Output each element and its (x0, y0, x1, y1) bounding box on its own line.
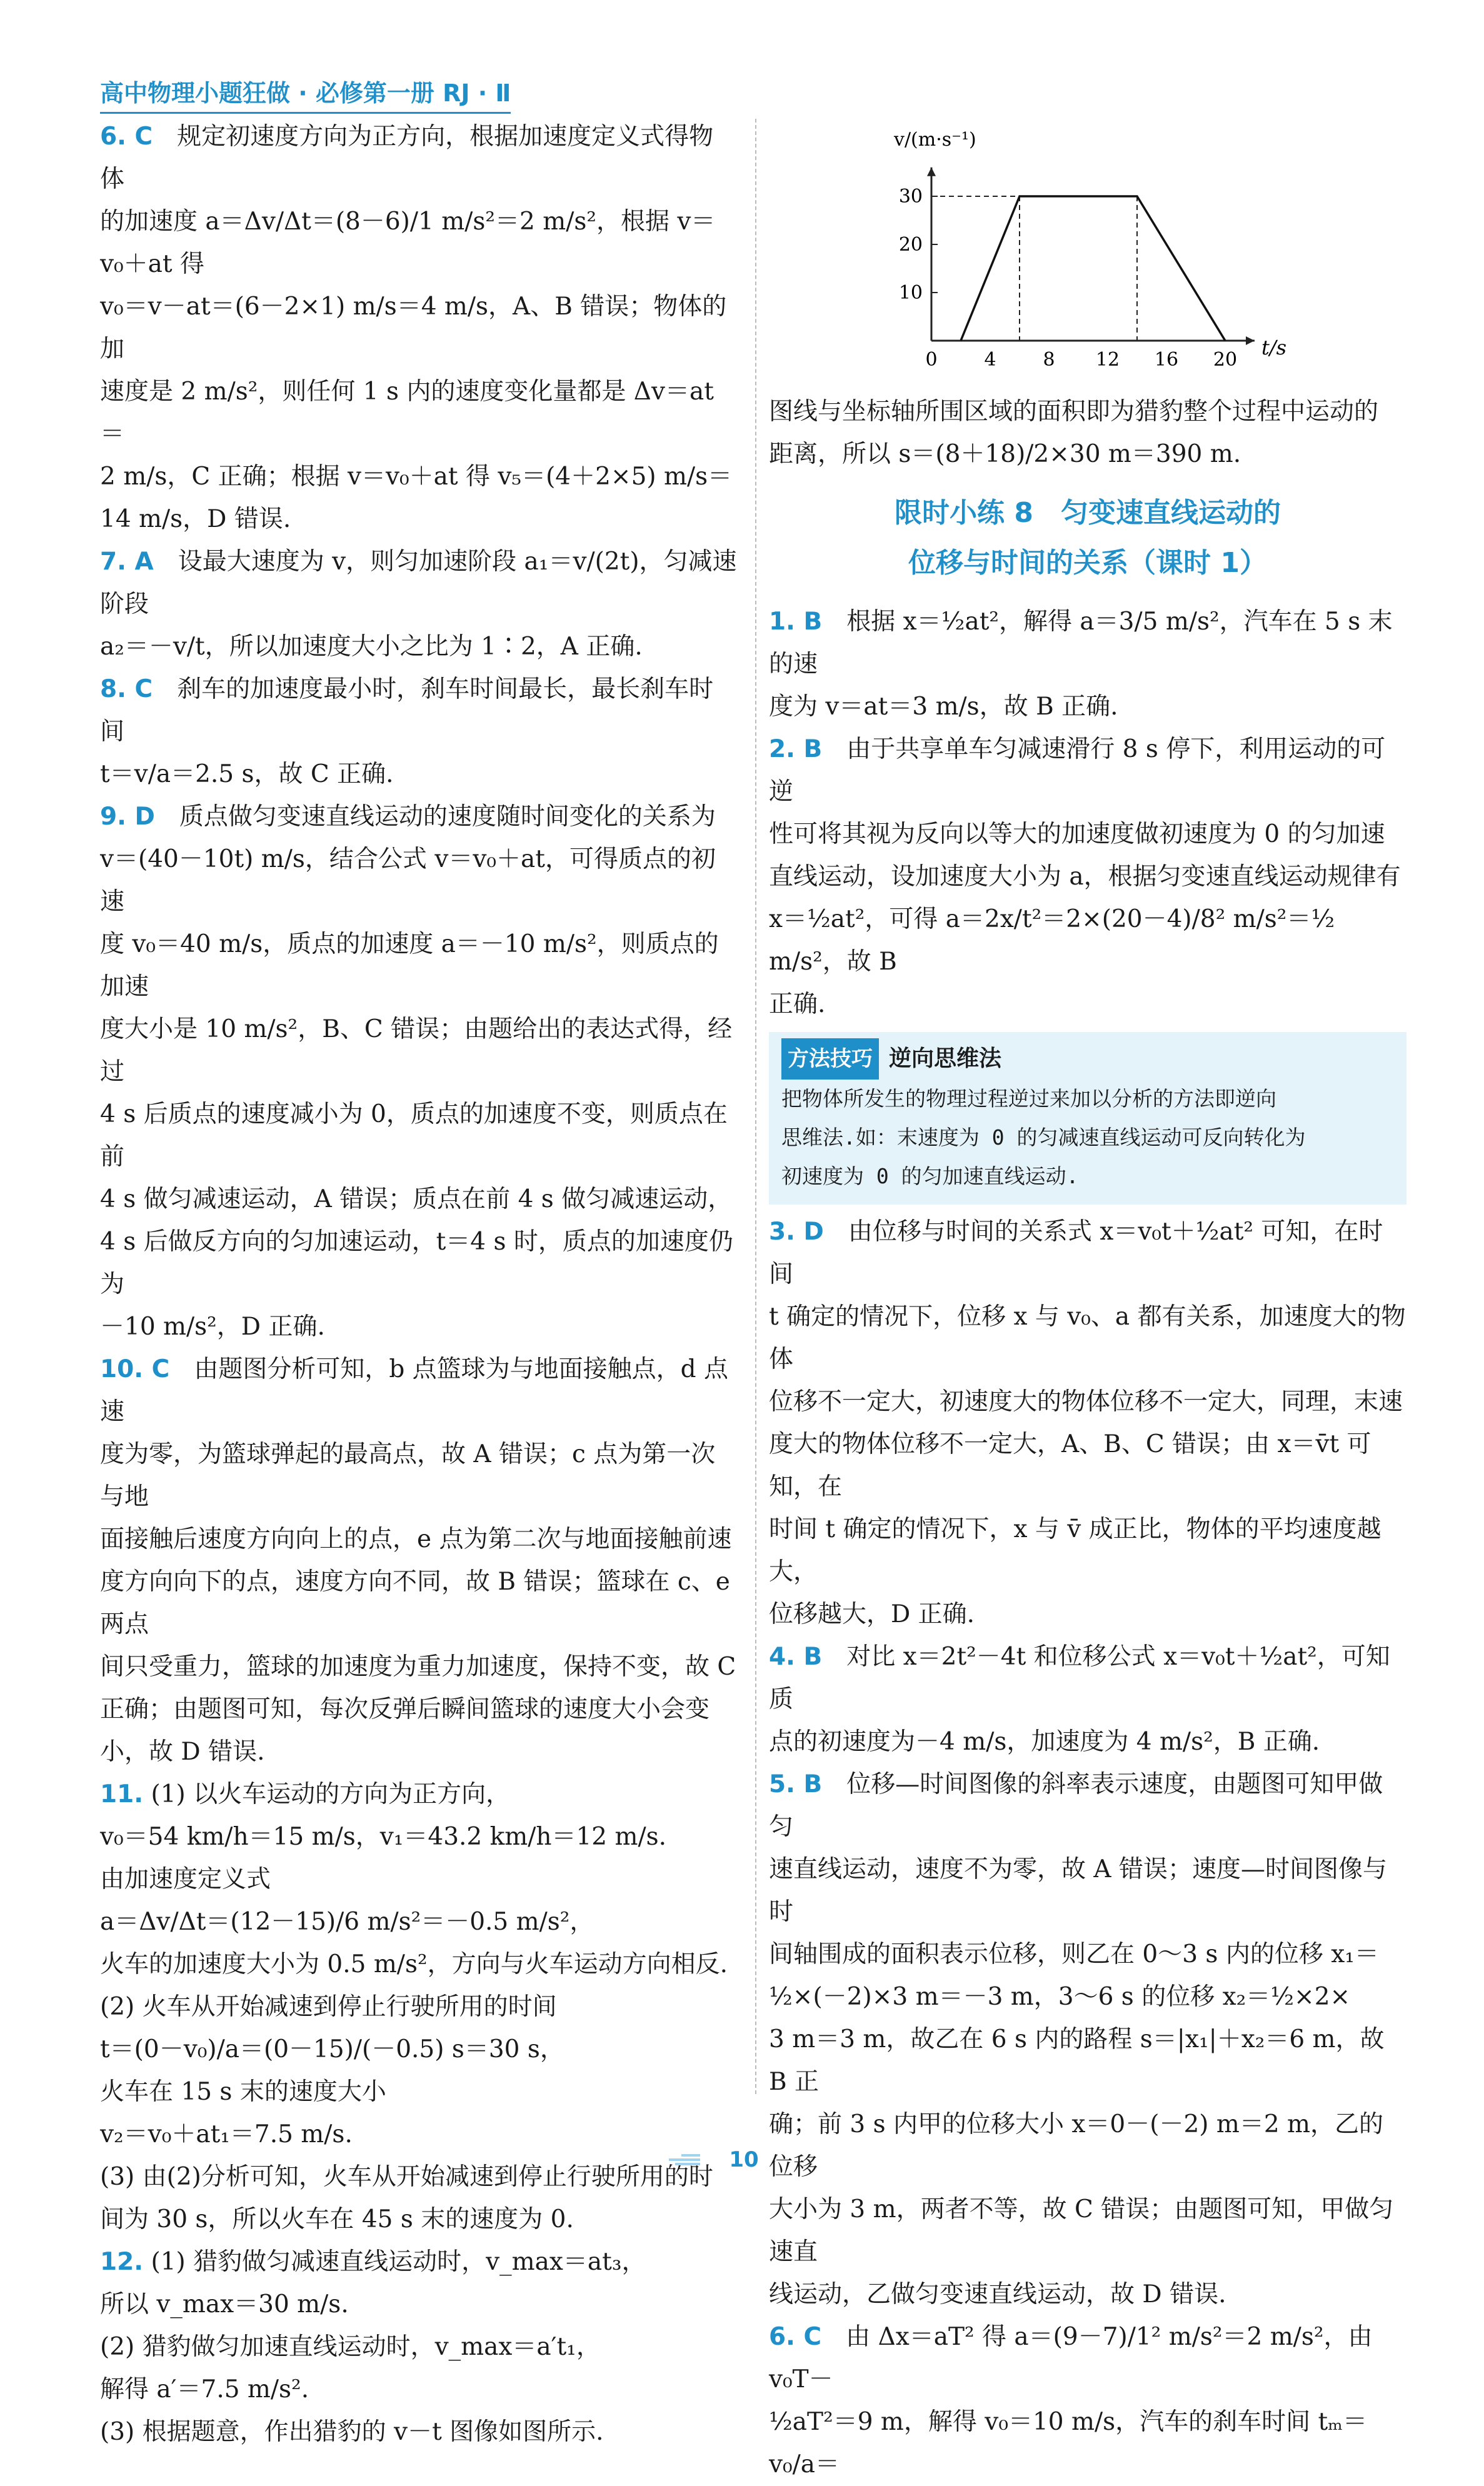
answer-line: 4 s 后做反方向的匀加速运动，t＝4 s 时，质点的加速度仍为 (100, 1221, 738, 1306)
answer-line: a＝Δv/Δt＝(12－15)/6 m/s²＝－0.5 m/s²， (100, 1901, 738, 1943)
right-column (769, 116, 1406, 2486)
answer-line: 度为 v＝at＝3 m/s，故 B 正确. (769, 686, 1406, 728)
chart-caption-line: 图线与坐标轴所围区域的面积即为猎豹整个过程中运动的 (769, 391, 1406, 433)
answer-line: 火车在 15 s 末的速度大小 (100, 2071, 738, 2113)
answer-line: v₀＝54 km/h＝15 m/s，v₁＝43.2 km/h＝12 m/s. (100, 1816, 738, 1858)
answer-line: 14 m/s，D 错误. (100, 498, 738, 541)
answer-number: 11. (100, 1780, 143, 1808)
answer-line: a₂＝－v/t，所以加速度大小之比为 1∶2，A 正确. (100, 626, 738, 668)
method-tip-box (769, 1032, 1406, 1205)
answer-line: 正确. (769, 983, 1406, 1026)
tip-title: 逆向思维法 (889, 1040, 1001, 1078)
answer-number: 6. C (769, 2323, 821, 2351)
answer-line: 火车的加速度大小为 0.5 m/s²，方向与火车运动方向相反. (100, 1943, 738, 1986)
x-tick-label: 16 (1155, 349, 1178, 371)
left-column (100, 116, 738, 2453)
answer-line: 的加速度 a＝Δv/Δt＝(8－6)/1 m/s²＝2 m/s²，根据 v＝v₀＋at 得 (100, 201, 738, 286)
x-tick-label: 0 (925, 349, 937, 371)
answer-3-right (769, 1211, 1406, 1636)
tip-line: 把物体所发生的物理过程逆过来加以分析的方法即逆向 (781, 1080, 1394, 1118)
answer-number: 3. D (769, 1218, 824, 1246)
answer-line: 刹车的加速度最小时，刹车时间最长，最长刹车时间 (100, 675, 713, 746)
tip-line: 初速度为 0 的匀加速直线运动. (781, 1157, 1394, 1196)
running-header: 高中物理小题狂做 · 必修第一册 RJ · Ⅱ (100, 74, 511, 114)
answer-line: t＝v/a＝2.5 s，故 C 正确. (100, 753, 738, 796)
answer-8-left (100, 668, 738, 796)
x-tick-label: 4 (984, 349, 996, 371)
answer-line: 度 v₀＝40 m/s，质点的加速度 a＝－10 m/s²，则质点的加速 (100, 923, 738, 1008)
y-axis-label: v/(m·s⁻¹) (893, 129, 976, 151)
page-footer (706, 2144, 781, 2175)
tip-badge: 方法技巧 (781, 1038, 879, 1080)
answer-1-right (769, 601, 1406, 728)
answer-line: 速直线运动，速度不为零，故 A 错误；速度—时间图像与时 (769, 1848, 1406, 1933)
answer-line: 正确；由题图可知，每次反弹后瞬间篮球的速度大小会变 (100, 1688, 738, 1731)
answer-line: 2 m/s，C 正确；根据 v＝v₀＋at 得 v₅＝(4＋2×5) m/s＝ (100, 456, 738, 498)
answer-line: －10 m/s²，D 正确. (100, 1306, 738, 1348)
x-axis-label: t/s (1261, 336, 1286, 359)
vt-chart (769, 116, 1406, 391)
answer-line: 间只受重力，篮球的加速度为重力加速度，保持不变，故 C (100, 1646, 738, 1688)
answer-line: 对比 x＝2t²－4t 和位移公式 x＝v₀t＋½at²，可知质 (769, 1643, 1390, 1713)
answer-line: 解得 a′＝7.5 m/s². (100, 2368, 738, 2411)
y-tick-label: 10 (899, 282, 923, 304)
answer-number: 1. B (769, 608, 822, 636)
answer-line: ½aT²＝9 m，解得 v₀＝10 m/s，汽车的刹车时间 tₘ＝v₀/a＝ (769, 2401, 1406, 2486)
velocity-series-line (961, 196, 1225, 341)
column-divider (755, 119, 756, 2094)
answer-number: 7. A (100, 548, 154, 576)
chart-caption-line: 距离，所以 s＝(8＋18)/2×30 m＝390 m. (769, 433, 1406, 476)
answer-line: 由于共享单车匀减速滑行 8 s 停下，利用运动的可逆 (769, 735, 1385, 806)
answer-line: ½×(－2)×3 m＝－3 m，3～6 s 的位移 x₂＝½×2× (769, 1976, 1406, 2018)
answer-line: v＝(40－10t) m/s，结合公式 v＝v₀＋at，可得质点的初速 (100, 838, 738, 923)
answer-line: 设最大速度为 v，则匀加速阶段 a₁＝v/(2t)，匀减速阶段 (100, 548, 737, 618)
answer-line: x＝½at²，可得 a＝2x/t²＝2×(20－4)/8² m/s²＝½ m/s²，故 B (769, 898, 1406, 983)
answer-number: 5. B (769, 1770, 822, 1798)
answer-line: t＝(0－v₀)/a＝(0－15)/(－0.5) s＝30 s， (100, 2028, 738, 2071)
answer-4-right (769, 1636, 1406, 1763)
answer-number: 2. B (769, 735, 822, 763)
answer-line: v₂＝v₀＋at₁＝7.5 m/s. (100, 2113, 738, 2156)
answer-line: 度大小是 10 m/s²，B、C 错误；由题给出的表达式得，经过 (100, 1008, 738, 1093)
answer-line: 由题图分析可知，b 点篮球为与地面接触点，d 点速 (100, 1355, 728, 1426)
answer-9-left (100, 796, 738, 1348)
answer-line: 大小为 3 m，两者不等，故 C 错误；由题图可知，甲做匀速直 (769, 2188, 1406, 2273)
answer-line: 度为零，为篮球弹起的最高点，故 A 错误；c 点为第一次与地 (100, 1433, 738, 1518)
answer-line: 所以 v_max＝30 m/s. (100, 2283, 738, 2326)
answer-line: 直线运动，设加速度大小为 a，根据匀变速直线运动规律有 (769, 856, 1406, 898)
answer-line: 度方向向下的点，速度方向不同，故 B 错误；篮球在 c、e 两点 (100, 1561, 738, 1646)
answer-line: 4 s 后质点的速度减小为 0，质点的加速度不变，则质点在前 (100, 1093, 738, 1178)
x-tick-label: 12 (1096, 349, 1120, 371)
answer-line: (3) 由(2)分析可知，火车从开始减速到停止行驶所用的时 (100, 2156, 738, 2198)
answer-line: 间轴围成的面积表示位移，则乙在 0～3 s 内的位移 x₁＝ (769, 1933, 1406, 1976)
answer-number: 12. (100, 2248, 143, 2276)
y-axis-arrow-icon (927, 168, 936, 176)
answer-line: 确；前 3 s 内甲的位移大小 x＝0－(－2) m＝2 m，乙的位移 (769, 2103, 1406, 2188)
answer-line: 时间 t 确定的情况下，x 与 v̄ 成正比，物体的平均速度越大， (769, 1508, 1406, 1593)
answer-line: 由加速度定义式 (100, 1858, 738, 1901)
answer-line: (1) 猎豹做匀减速直线运动时，v_max＝at₃， (151, 2248, 646, 2276)
answer-line: 间为 30 s，所以火车在 45 s 末的速度为 0. (100, 2198, 738, 2241)
answer-line: 速度是 2 m/s²，则任何 1 s 内的速度变化量都是 Δv＝at＝ (100, 371, 738, 456)
vt-chart-svg (869, 116, 1319, 391)
answer-line: 小，故 D 错误. (100, 1731, 738, 1773)
tip-line: 思维法.如：末速度为 0 的匀减速直线运动可反向转化为 (781, 1118, 1394, 1157)
answer-line: 由 Δx＝aT² 得 a＝(9－7)/1² m/s²＝2 m/s²，由 v₀T－ (769, 2323, 1380, 2393)
answer-line: 点的初速度为－4 m/s，加速度为 4 m/s²，B 正确. (769, 1721, 1406, 1763)
x-tick-label: 8 (1043, 349, 1055, 371)
answer-line: 3 m＝3 m，故乙在 6 s 内的路程 s＝|x₁|＋x₂＝6 m，故 B 正 (769, 2018, 1406, 2103)
answer-2-right (769, 728, 1406, 1026)
answer-number: 9. D (100, 803, 155, 831)
answer-line: 线运动，乙做匀变速直线运动，故 D 错误. (769, 2273, 1406, 2316)
y-tick-label: 30 (899, 186, 923, 208)
answer-11-left (100, 1773, 738, 2241)
answer-line: 根据 x＝½at²，解得 a＝3/5 m/s²，汽车在 5 s 末的速 (769, 608, 1393, 678)
answer-line: (2) 猎豹做匀加速直线运动时，v_max＝a′t₁， (100, 2326, 738, 2368)
y-tick-label: 20 (899, 234, 923, 256)
section-subtitle: 位移与时间的关系（课时 1） (769, 538, 1406, 588)
answer-line: v₀＝v－at＝(6－2×1) m/s＝4 m/s，A、B 错误；物体的加 (100, 286, 738, 371)
answer-6-right (769, 2316, 1406, 2486)
answer-line: 度大的物体位移不一定大，A、B、C 错误；由 x＝v̄t 可知，在 (769, 1423, 1406, 1508)
answer-line: 面接触后速度方向向上的点，e 点为第二次与地面接触前速 (100, 1518, 738, 1561)
answer-line: 规定初速度方向为正方向，根据加速度定义式得物体 (100, 123, 713, 193)
x-tick-label: 20 (1213, 349, 1237, 371)
answer-line: (2) 火车从开始减速到停止行驶所用的时间 (100, 1986, 738, 2028)
answer-line: (1) 以火车运动的方向为正方向， (151, 1780, 511, 1808)
answer-number: 8. C (100, 675, 153, 703)
page-number: 10 (706, 2144, 781, 2175)
answer-line: 位移越大，D 正确. (769, 1593, 1406, 1636)
x-axis-arrow-icon (1246, 336, 1255, 345)
answer-line: 4 s 做匀减速运动，A 错误；质点在前 4 s 做匀减速运动， (100, 1178, 738, 1221)
answer-number: 4. B (769, 1643, 822, 1671)
answer-line: t 确定的情况下，位移 x 与 v₀、a 都有关系，加速度大的物体 (769, 1296, 1406, 1381)
answer-line: 质点做匀变速直线运动的速度随时间变化的关系为 (179, 803, 716, 831)
answer-12-left (100, 2241, 738, 2453)
answer-6-left (100, 116, 738, 541)
answer-line: (3) 根据题意，作出猎豹的 v－t 图像如图所示. (100, 2411, 738, 2453)
answer-line: 位移—时间图像的斜率表示速度，由题图可知甲做匀 (769, 1770, 1383, 1841)
answer-10-left (100, 1348, 738, 1773)
answer-5-right (769, 1763, 1406, 2316)
answer-number: 6. C (100, 123, 153, 151)
answer-line: 由位移与时间的关系式 x＝v₀t＋½at² 可知，在时间 (769, 1218, 1383, 1288)
answer-line: 性可将其视为反向以等大的加速度做初速度为 0 的匀加速 (769, 813, 1406, 856)
answer-7-left (100, 541, 738, 668)
answer-line: 位移不一定大，初速度大的物体位移不一定大，同理，末速 (769, 1381, 1406, 1423)
section-title: 限时小练 8 匀变速直线运动的 (769, 488, 1406, 538)
answer-number: 10. C (100, 1355, 169, 1383)
